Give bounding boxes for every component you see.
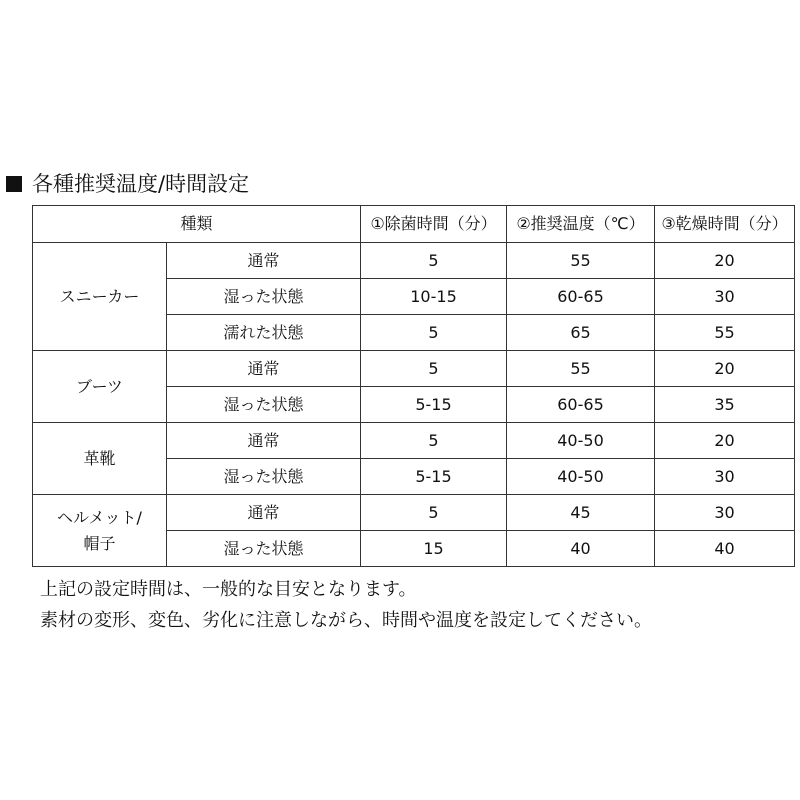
condition-cell: 湿った状態	[167, 531, 361, 567]
title-text: 各種推奨温度/時間設定	[32, 172, 250, 196]
dry-cell: 20	[655, 351, 795, 387]
temp-cell: 55	[507, 243, 655, 279]
sterilize-cell: 5	[361, 423, 507, 459]
condition-cell: 湿った状態	[167, 279, 361, 315]
temp-cell: 55	[507, 351, 655, 387]
sterilize-cell: 10-15	[361, 279, 507, 315]
sterilize-cell: 5-15	[361, 459, 507, 495]
table-row	[33, 243, 795, 279]
sterilize-cell: 15	[361, 531, 507, 567]
dry-cell: 30	[655, 459, 795, 495]
notes	[40, 574, 652, 636]
dry-cell: 20	[655, 243, 795, 279]
category-leather-shoes: 革靴	[33, 423, 167, 495]
category-sneakers: スニーカー	[33, 243, 167, 351]
temp-cell: 60-65	[507, 387, 655, 423]
sterilize-cell: 5-15	[361, 387, 507, 423]
category-helmet-line2: 帽子	[83, 533, 116, 553]
sterilize-cell: 5	[361, 495, 507, 531]
sterilize-cell: 5	[361, 315, 507, 351]
dry-cell: 30	[655, 279, 795, 315]
condition-cell: 湿った状態	[167, 459, 361, 495]
condition-cell: 通常	[167, 351, 361, 387]
temp-cell: 45	[507, 495, 655, 531]
dry-cell: 55	[655, 315, 795, 351]
table-row	[33, 423, 795, 459]
condition-cell: 通常	[167, 495, 361, 531]
square-bullet-icon	[6, 176, 22, 192]
note-line-1: 上記の設定時間は、一般的な目安となります。	[40, 579, 417, 600]
sterilize-cell: 5	[361, 351, 507, 387]
condition-cell: 湿った状態	[167, 387, 361, 423]
table-header-row	[33, 206, 795, 243]
section-title	[6, 170, 249, 198]
temp-cell: 40-50	[507, 459, 655, 495]
dry-cell: 35	[655, 387, 795, 423]
note-line-2: 素材の変形、変色、劣化に注意しながら、時間や温度を設定してください。	[40, 610, 652, 631]
temp-cell: 40	[507, 531, 655, 567]
table-row	[33, 351, 795, 387]
dry-cell: 40	[655, 531, 795, 567]
dry-cell: 30	[655, 495, 795, 531]
dry-cell: 20	[655, 423, 795, 459]
temp-cell: 65	[507, 315, 655, 351]
header-recommended-temp: ②推奨温度（℃）	[507, 206, 655, 243]
temp-cell: 40-50	[507, 423, 655, 459]
table-row	[33, 495, 795, 531]
category-helmet-line1: ヘルメット/	[57, 507, 142, 527]
temp-cell: 60-65	[507, 279, 655, 315]
condition-cell: 濡れた状態	[167, 315, 361, 351]
header-type: 種類	[33, 206, 361, 243]
sterilize-cell: 5	[361, 243, 507, 279]
header-dry-time: ③乾燥時間（分）	[655, 206, 795, 243]
category-helmet-hat	[33, 495, 167, 567]
category-boots: ブーツ	[33, 351, 167, 423]
header-sterilize-time: ①除菌時間（分）	[361, 206, 507, 243]
settings-table	[32, 205, 795, 567]
condition-cell: 通常	[167, 243, 361, 279]
condition-cell: 通常	[167, 423, 361, 459]
